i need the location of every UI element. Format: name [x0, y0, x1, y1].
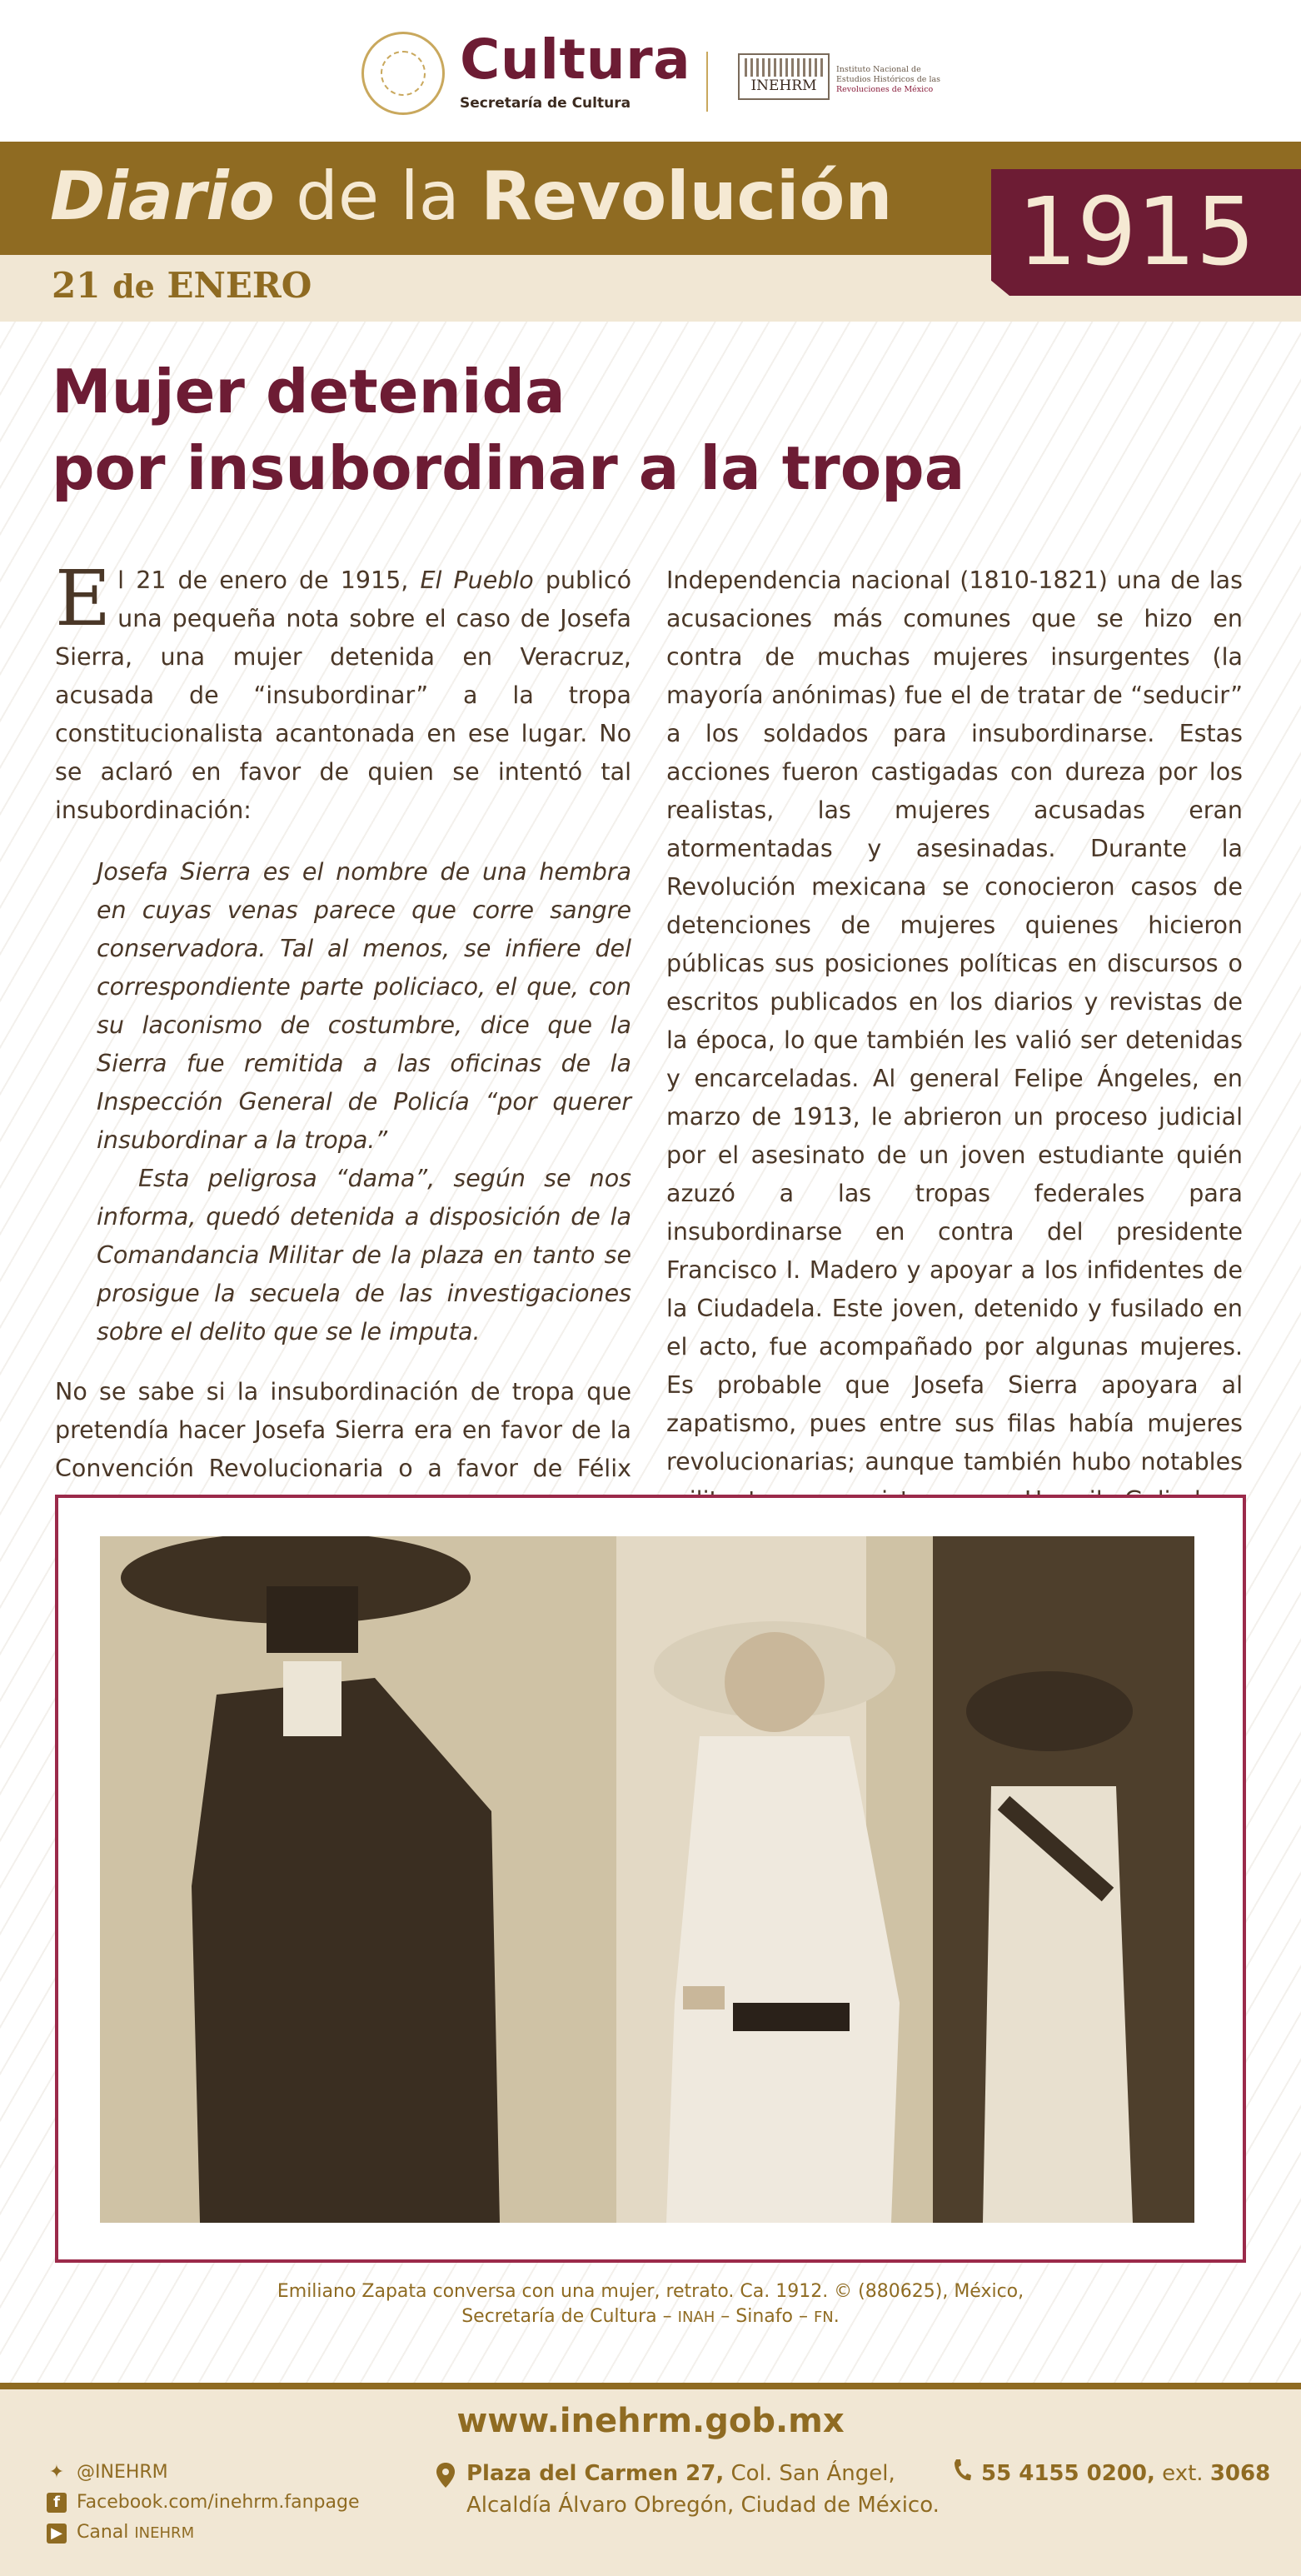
- inehrm-logo: [738, 53, 830, 100]
- caption-inah: INAH: [677, 2309, 715, 2326]
- address-colonia: Col. San Ángel,: [724, 2461, 895, 2486]
- caption-text: .: [833, 2306, 840, 2327]
- facebook-icon: f: [47, 2493, 67, 2513]
- facebook-link[interactable]: Facebook.com/inehrm.fanpage: [77, 2492, 360, 2513]
- paragraph-text: publicó una pequeña nota sobre el caso de Josefa Sierra, una mujer detenida en Veracruz, acusada de “insubordinar” a la tropa constitucionalista acantonada en ese lugar. No se aclaró en favor de quien se intentó tal insubordinación:: [55, 567, 632, 824]
- phone-text[interactable]: [981, 2458, 1270, 2489]
- headline-line: por insubordinar a la tropa: [52, 433, 965, 503]
- series-title-de-la: de la: [274, 157, 481, 235]
- phone-ext-number: 3068: [1209, 2461, 1271, 2486]
- twitter-handle[interactable]: @INEHRM: [77, 2462, 168, 2483]
- seal-inner-ring: [381, 51, 426, 96]
- paragraph-text: l 21 de enero de 1915,: [117, 567, 421, 594]
- article-column-right: [666, 562, 1243, 1520]
- series-title-revolucion: Revolución: [481, 157, 893, 235]
- social-youtube[interactable]: [47, 2518, 360, 2549]
- inehrm-line: Revoluciones de México: [836, 85, 934, 94]
- inehrm-line: Estudios Históricos de las: [836, 75, 941, 84]
- block-quote: [97, 853, 631, 1351]
- phone-block: [953, 2458, 1270, 2489]
- paragraph-text: No se sabe si la insubordinación de tropa que pretendía hacer Josefa Sierra era en favor de la Convención Revolucionaria o a favor de Félix: [55, 1378, 631, 1482]
- year-label: 1915: [1018, 178, 1256, 287]
- series-title: [50, 155, 892, 238]
- address-line: [466, 2458, 940, 2489]
- date-day: 21: [52, 265, 101, 306]
- inehrm-logo-label: INEHRM: [750, 77, 817, 94]
- columns-icon: [745, 58, 823, 77]
- phone-icon: [953, 2458, 971, 2483]
- quote-text: Josefa Sierra es el nombre de una hembra en cuyas venas parece que corre sangre conservadora. Tal al menos, se infiere del correspondiente parte policiaco, el que, con su laconismo de costumbre, dice que la Sierra fue remitida a las oficinas de la Inspección General de Policía “por querer insubordinar a la tropa.”: [97, 858, 631, 1154]
- phone-ext-label: ext.: [1154, 2461, 1210, 2486]
- caption-fn: FN: [813, 2309, 834, 2326]
- address-text: [466, 2458, 940, 2521]
- address-line: Alcaldía Álvaro Obregón, Ciudad de México.: [466, 2493, 940, 2518]
- publication-name: El Pueblo: [420, 567, 534, 594]
- article-column-left: [55, 554, 632, 1565]
- logo-divider: [706, 52, 708, 112]
- mexico-seal-icon: [361, 32, 445, 115]
- footer-rule: [0, 2383, 1301, 2389]
- address-street: Plaza del Carmen 27,: [466, 2461, 725, 2486]
- address-block: [436, 2458, 940, 2521]
- inehrm-line: Instituto Nacional de: [836, 65, 921, 74]
- social-facebook[interactable]: [47, 2488, 360, 2518]
- website-link[interactable]: www.inehrm.gob.mx: [456, 2402, 845, 2440]
- date-de: de: [112, 267, 155, 305]
- social-links: [47, 2458, 360, 2549]
- paragraph-intro: [55, 554, 632, 830]
- cultura-logo-text: Cultura: [460, 27, 691, 92]
- quote-text: Esta peligrosa “dama”, según se nos informa, quedó detenida a disposición de la Comandancia Militar de la plaza en tanto se prosigue la secuela de las investigaciones sobre el delito que se le imputa.: [97, 1165, 631, 1345]
- series-title-diario: Diario: [50, 157, 275, 235]
- phone-number: 55 4155 0200,: [981, 2461, 1155, 2486]
- youtube-link[interactable]: [77, 2518, 194, 2549]
- caption-line: Emiliano Zapata conversa con una mujer, retrato. Ca. 1912. © (880625), México,: [277, 2281, 1024, 2302]
- photo-illustration: [100, 1536, 1194, 2223]
- bird-icon: ✦: [48, 2462, 65, 2483]
- caption-line: [83, 2304, 1218, 2330]
- date-label: [52, 265, 312, 306]
- historic-photo: [100, 1536, 1194, 2223]
- youtube-text: Canal: [77, 2522, 135, 2543]
- date-month: ENERO: [167, 265, 312, 306]
- paragraph-text: Independencia nacional (1810-1821) una de las acusaciones más comunes que se hizo en contra de muchas mujeres insurgentes (la mayoría anónimas) fue el de tratar de “seducir” a los soldados para insubordinarse. Estas acciones fueron castigadas con dureza por los realistas, las mujeres acusadas eran atormentadas y asesinadas. Durante la Revolución mexicana se conocieron casos de detenciones de mujeres quienes hicieron públicas sus posiciones políticas en discursos o escritos publicados en los diarios y revistas de la época, lo que también les valió ser detenidas y encarceladas. Al general Felipe Ángeles, en marzo de 1913, le abrieron un proceso judicial por el asesinato de un joven estudiante quién azuzó a las tropas federales para insubordinarse en contra del presidente Francisco I. Madero y apoyar a los infidentes de la Ciudadela. Este joven, detenido y fusilado en el acto, fue acompañado por algunas mujeres. Es probable que Josefa Sierra apoyara al zapatismo, pues entre sus filas había mujeres revolucionarias; aunque también hubo notables: [666, 567, 1243, 1475]
- youtube-icon: ▶: [47, 2524, 67, 2544]
- caption-text: Secretaría de Cultura –: [461, 2306, 678, 2327]
- inehrm-full-name: [836, 65, 940, 95]
- location-pin-icon: [436, 2463, 455, 2488]
- headline: [52, 353, 1251, 507]
- headline-line: Mujer detenida: [52, 357, 566, 427]
- caption-text: – Sinafo –: [715, 2306, 814, 2327]
- drop-cap: E: [55, 554, 112, 643]
- youtube-text: INEHRM: [134, 2524, 195, 2542]
- photo-caption: [83, 2279, 1218, 2330]
- social-twitter[interactable]: [47, 2458, 360, 2488]
- cultura-subtitle: Secretaría de Cultura: [460, 95, 631, 112]
